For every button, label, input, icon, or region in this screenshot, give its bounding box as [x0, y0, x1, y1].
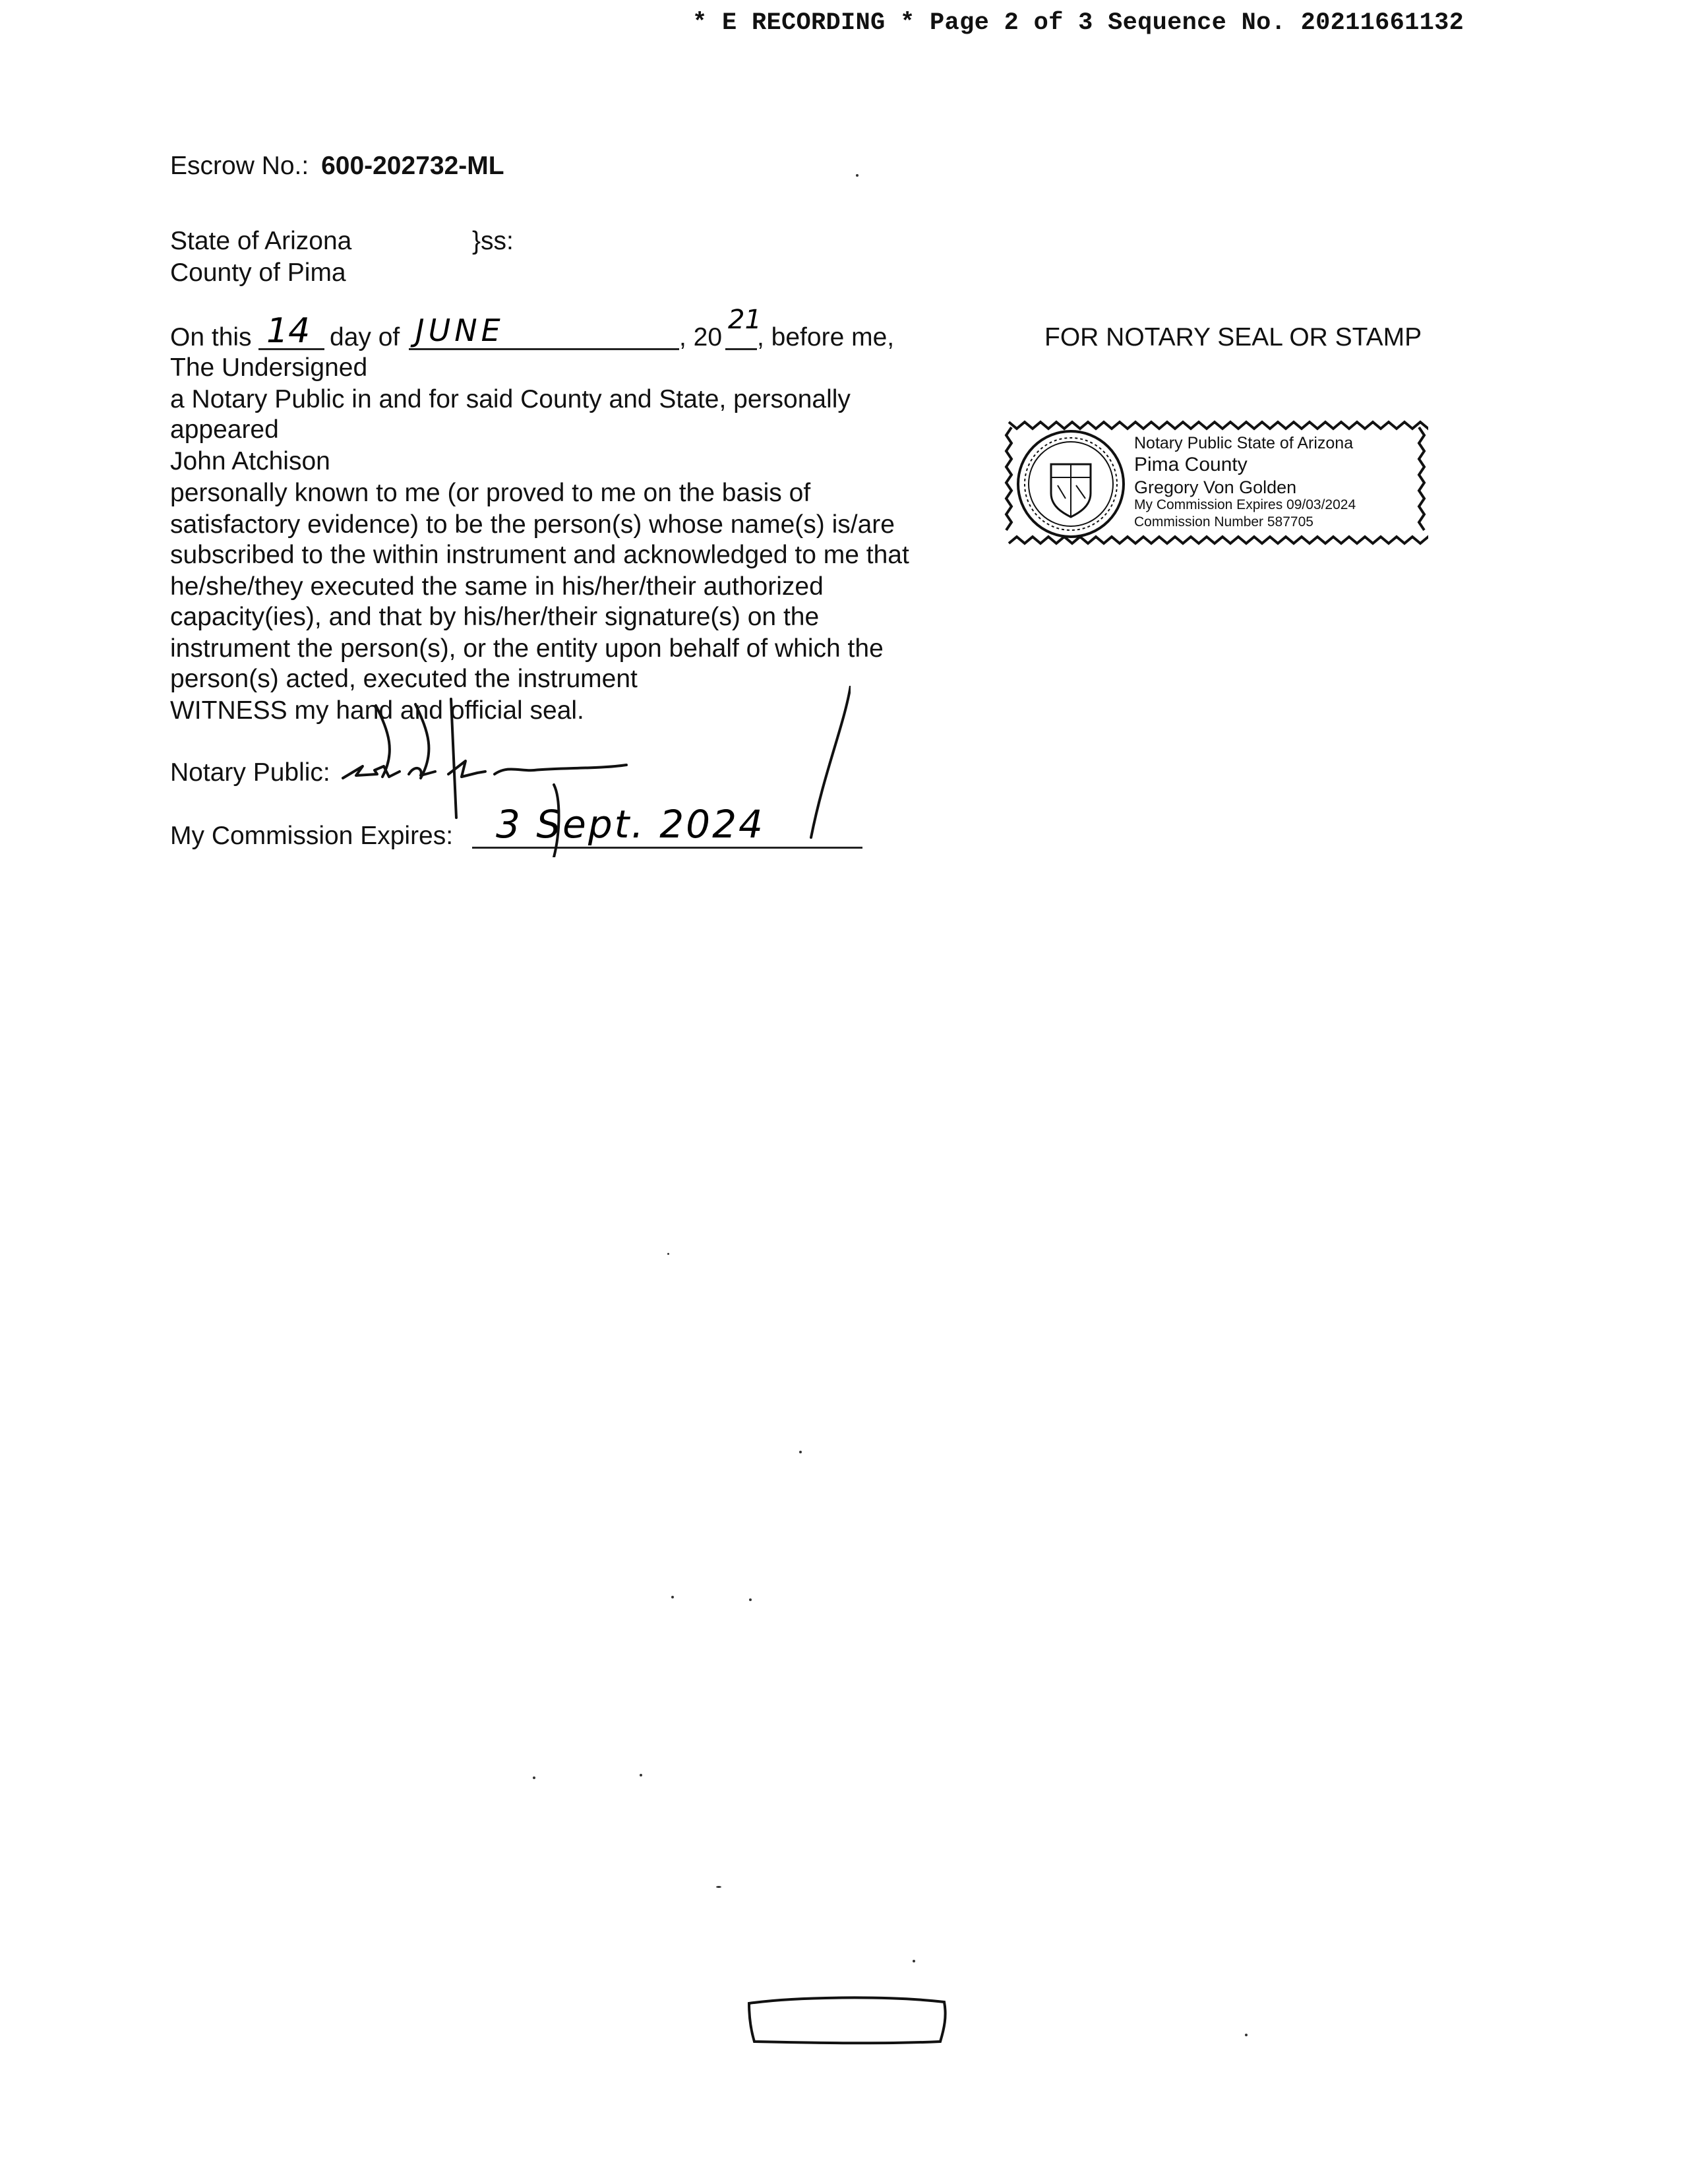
commission-expires-label: My Commission Expires: [170, 822, 454, 850]
ack-appeared: appeared [170, 415, 279, 444]
scan-speck [913, 1960, 915, 1962]
ack-on-this: On this [170, 323, 252, 351]
year-handwritten: 21 [728, 305, 762, 335]
recording-header: * E RECORDING * Page 2 of 3 Sequence No. 20211661132 [692, 9, 1464, 37]
expires-handwritten: 3 Sept. 2024 [496, 802, 765, 847]
scan-speck [716, 1886, 721, 1888]
notary-public-label: Notary Public: [170, 758, 330, 787]
notary-signature [336, 686, 851, 857]
stamp-area-label: FOR NOTARY SEAL OR STAMP [1044, 323, 1422, 351]
ack-year-prefix: , 20 [679, 323, 723, 351]
scan-speck [640, 1774, 642, 1776]
stamp-line-2: Pima County [1134, 454, 1248, 475]
stamp-line-3: Gregory Von Golden [1134, 477, 1297, 497]
venue-county: County of Pima [170, 258, 346, 287]
stamp-line-4: My Commission Expires 09/03/2024 [1134, 497, 1356, 512]
stamp-line-1: Notary Public State of Arizona [1134, 434, 1354, 452]
scan-speck [667, 1253, 669, 1255]
ack-body-line: satisfactory evidence) to be the person(s) whose name(s) is/are [170, 510, 895, 539]
ack-before-me: , before me, [757, 323, 895, 351]
blank-box-outline [742, 1990, 951, 2049]
month-underline [409, 348, 679, 350]
escrow-label: Escrow No.: [170, 152, 309, 180]
scan-speck [856, 174, 859, 177]
ack-body-line: person(s) acted, executed the instrument [170, 665, 638, 693]
year-underline [725, 348, 757, 350]
stamp-line-5: Commission Number 587705 [1134, 514, 1313, 530]
month-handwritten: JUNE [415, 313, 504, 348]
escrow-line [170, 150, 504, 181]
scan-speck [533, 1776, 535, 1779]
day-handwritten: 14 [266, 311, 311, 351]
escrow-number: 600-202732-ML [321, 152, 504, 180]
ack-day-of: day of [330, 323, 400, 351]
ack-notary-line: a Notary Public in and for said County and State, personally [170, 385, 851, 413]
ack-person-name: John Atchison [170, 447, 330, 475]
notary-stamp [1002, 414, 1428, 554]
scan-speck [671, 1596, 674, 1598]
ack-body-line: personally known to me (or proved to me on the basis of [170, 479, 811, 507]
ack-body-line: capacity(ies), and that by his/her/their signature(s) on the [170, 603, 820, 631]
ack-witness: WITNESS my hand and official seal. [170, 696, 584, 725]
ack-body-line: subscribed to the within instrument and acknowledged to me that [170, 541, 909, 569]
ack-undersigned: The Undersigned [170, 353, 368, 382]
venue-state: State of Arizona [170, 227, 352, 255]
ack-body-line: he/she/they executed the same in his/her/their authorized [170, 572, 824, 601]
ack-body-line: instrument the person(s), or the entity upon behalf of which the [170, 634, 884, 663]
scan-speck [749, 1598, 752, 1601]
venue-ss: }ss: [472, 227, 514, 255]
scan-speck [799, 1451, 802, 1453]
scan-speck [1245, 2034, 1248, 2036]
